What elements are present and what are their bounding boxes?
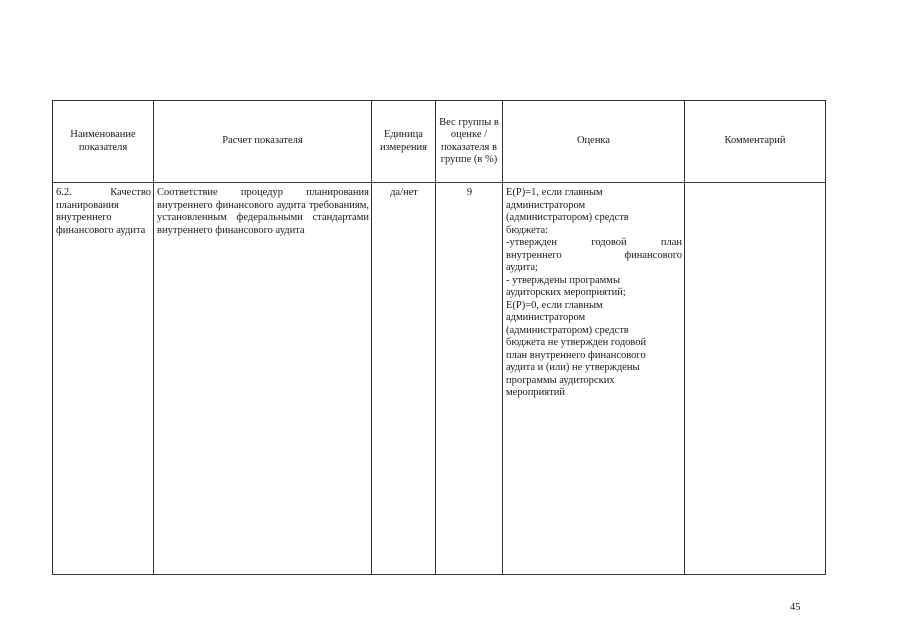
header-comment: Комментарий: [685, 101, 826, 183]
cell-evaluation: [503, 183, 685, 575]
header-calculation: Расчет показателя: [154, 101, 372, 183]
evaluation-line: - утверждены программы: [506, 274, 621, 286]
cell-indicator-name: 6.2. Качество планирования внутреннего финансового аудита: [53, 183, 154, 575]
evaluation-line: E(P)=1, если главным: [506, 187, 603, 198]
evaluation-line: администратором: [506, 199, 586, 211]
evaluation-line: программы аудиторских: [506, 374, 615, 386]
header-unit: Единица измерения: [372, 101, 436, 183]
evaluation-line: план внутреннего финансового: [506, 349, 646, 361]
evaluation-line: (администратором) средств: [506, 212, 629, 223]
evaluation-line: мероприятий: [506, 387, 565, 398]
evaluation-line: аудита и (или) не утверждены: [506, 362, 640, 373]
cell-comment: [685, 183, 826, 575]
evaluation-line: бюджета:: [506, 224, 549, 236]
evaluation-line: (администратором) средств: [506, 324, 629, 336]
evaluation-line: E(P)=0, если главным: [506, 299, 603, 311]
cell-unit: да/нет: [372, 183, 436, 575]
header-evaluation: Оценка: [503, 101, 685, 183]
cell-calculation: Соответствие процедур планирования внутреннего финансового аудита требованиям, установленным федеральными стандартами внутреннего финансового аудита: [154, 183, 372, 575]
evaluation-line: бюджета не утвержден годовой: [506, 337, 647, 348]
evaluation-line: внутреннего финансового: [506, 249, 682, 261]
cell-weight: 9: [436, 183, 503, 575]
evaluation-line: -утвержден годовой план: [506, 237, 682, 248]
page-number: 45: [790, 602, 801, 613]
header-weight: Вес группы в оценке / показателя в группе (в %): [436, 101, 503, 183]
header-indicator-name: Наименование показателя: [53, 101, 154, 183]
table-header-row: [53, 101, 826, 183]
evaluation-line: администратором: [506, 312, 586, 323]
indicator-table: [52, 100, 826, 575]
table-row: [53, 183, 826, 575]
evaluation-line: аудита;: [506, 262, 538, 273]
evaluation-line: аудиторских мероприятий;: [506, 287, 626, 298]
